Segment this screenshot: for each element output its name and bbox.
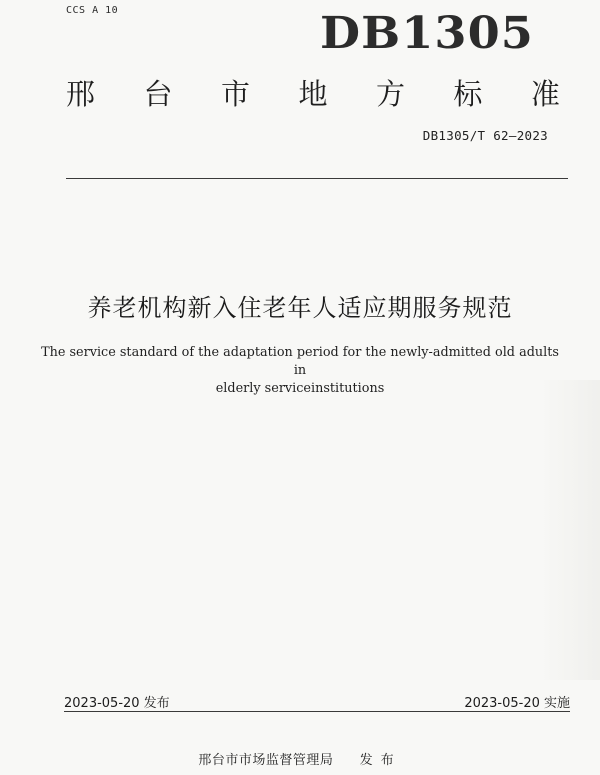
standard-number: DB1305/T 62—2023 xyxy=(422,128,548,143)
english-title-line: elderly serviceinstitutions xyxy=(215,381,385,396)
standard-type-char: 方 xyxy=(375,77,405,111)
issue-action: 发布 xyxy=(359,753,402,768)
scan-shadow xyxy=(540,380,600,680)
standard-type-char: 标 xyxy=(453,77,483,111)
standard-logo: DB1305 xyxy=(320,8,535,59)
ccs-code: CCS A 10 xyxy=(66,5,119,16)
english-title-line: The service standard of the adaptation period for the newly-admitted old adults in xyxy=(41,345,559,378)
issuing-organization: 邢台市市场监督管理局 xyxy=(198,753,334,768)
release-date: 2023-05-20 发布 xyxy=(64,696,170,711)
standard-type-char: 市 xyxy=(220,77,250,111)
bottom-divider xyxy=(64,711,570,712)
issuer-line xyxy=(0,749,600,768)
standard-type-char: 台 xyxy=(143,77,173,111)
english-title xyxy=(40,344,560,398)
top-divider xyxy=(66,178,568,179)
standard-type-heading xyxy=(66,76,560,112)
chinese-title: 养老机构新入住老年人适应期服务规范 xyxy=(87,294,513,322)
standard-type-char: 邢 xyxy=(66,77,96,111)
standard-type-char: 地 xyxy=(298,77,328,111)
standard-type-char: 准 xyxy=(530,77,560,111)
implementation-date: 2023-05-20 实施 xyxy=(464,696,570,711)
